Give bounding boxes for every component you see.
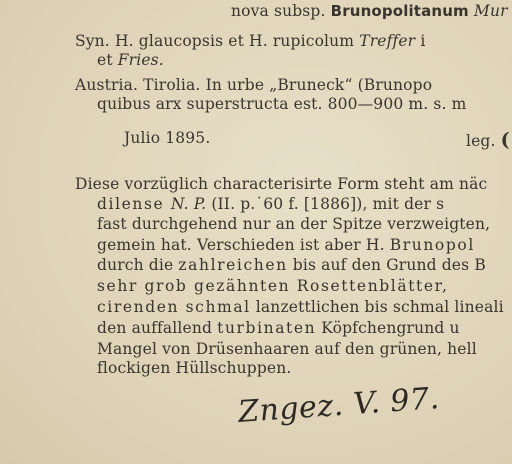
spaced-text: B [474, 256, 488, 274]
handwritten-signature: Zngez. V. 97. [237, 381, 441, 430]
collector-line [466, 129, 510, 151]
description-line-9: Mangel von Drüsenhaaren auf den grünen, hell [97, 340, 477, 358]
text-span: den auffallend [97, 319, 218, 337]
description-line-10: flockigen Hüllschuppen. [97, 359, 292, 377]
description-line-5 [97, 256, 487, 274]
text-span: bis auf den Grund des [287, 256, 475, 274]
synonyms-line-1 [75, 32, 425, 50]
description-line-2 [97, 195, 444, 213]
taxon-prefix: nova subsp. [231, 2, 326, 20]
locality-line-2: quibus arx superstructa est. 800—900 m. s. m [97, 95, 467, 113]
spaced-text: Rosettenblätter, [290, 277, 449, 295]
locality-line-1: Austria. Tirolia. In urbe „Bruneck“ (Brunopo [75, 76, 433, 94]
author-abbrev: N. P. [170, 195, 207, 213]
description-line-3: fast durchgehend nur an der Spitze verzweigten, [97, 215, 491, 233]
description-line-4 [97, 236, 475, 254]
collector-fragment: ( [500, 129, 510, 151]
synonyms-line-2 [97, 51, 164, 69]
taxon-name: Brunopolitanum [330, 2, 469, 20]
spaced-text: sehr grob gezähnten [97, 277, 291, 295]
collection-date: Julio 1895. [124, 129, 211, 147]
synonyms-text-end: i [415, 32, 426, 50]
synonyms-text: Syn. H. glaucopsis et H. rupicolum [75, 32, 360, 50]
text-span: (II. p.˙60 f. [1886]), mit der s [206, 195, 445, 213]
description-line-8 [97, 319, 460, 337]
synonym-author: Fries. [117, 51, 164, 69]
spaced-text: cirenden schmal [97, 298, 251, 316]
spaced-text: turbinaten [217, 319, 317, 337]
description-line-1: Diese vorzüglich characterisirte Form steht am näc [75, 175, 488, 193]
description-line-7 [97, 298, 504, 316]
synonym-author: Treffer [359, 32, 416, 50]
text-span: durch die [97, 256, 179, 274]
text-span: lanzettlichen bis schmal lineali [250, 298, 504, 316]
spaced-text: Brunopol [389, 236, 475, 254]
description-line-6 [97, 277, 448, 295]
leg-label: leg. [466, 132, 496, 150]
text-span: dilense [97, 195, 171, 213]
taxon-author: Mur [473, 2, 508, 20]
synonyms-text: et [97, 51, 118, 69]
text-span: gemein hat. Verschieden ist aber H. [97, 236, 390, 254]
spaced-text: zahlreichen [178, 256, 288, 274]
text-span: Köpfchengrund u [316, 319, 460, 337]
taxon-header-line [231, 2, 508, 20]
